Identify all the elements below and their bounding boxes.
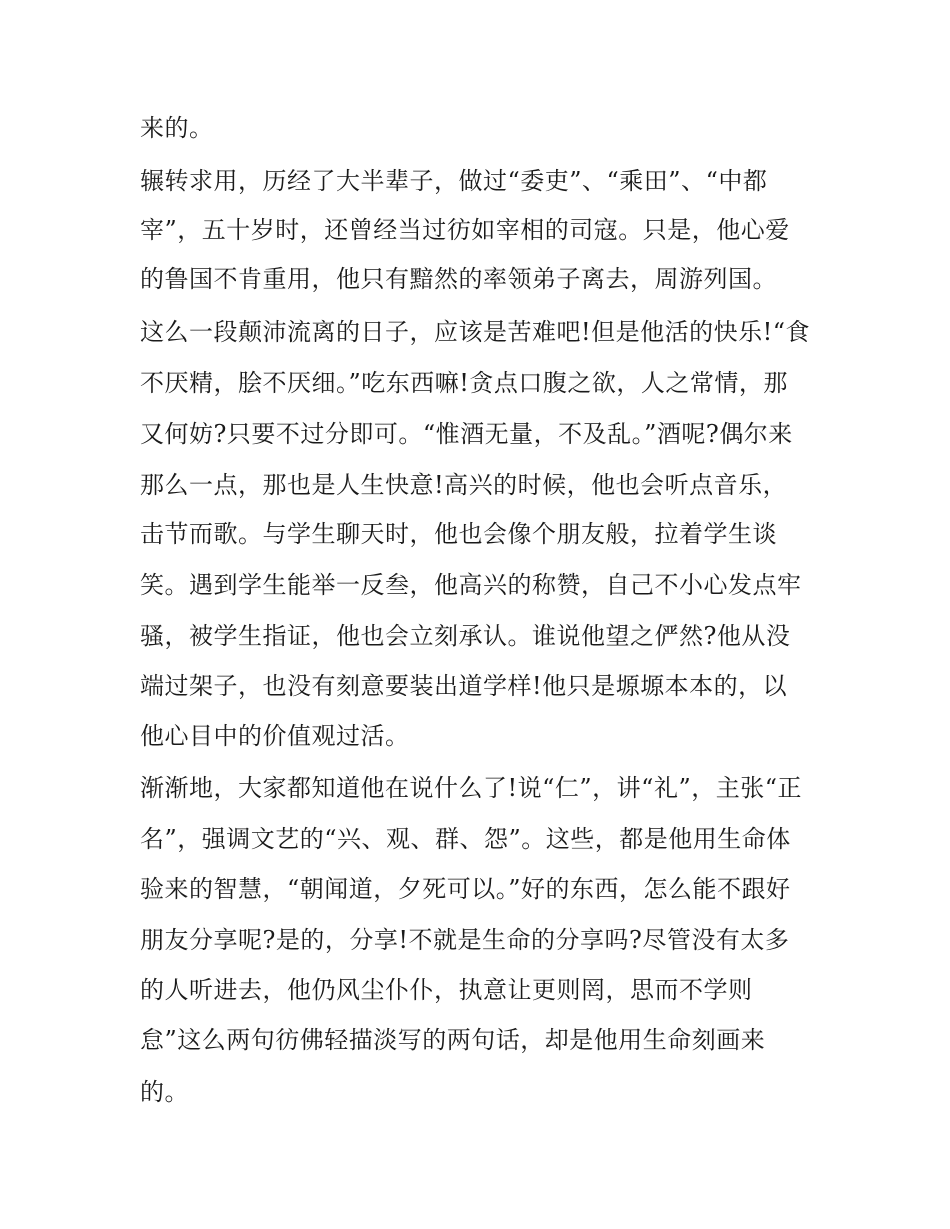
text-line-13: 他心目中的价值观过活。 [140, 722, 410, 750]
text-line-10: 笑。遇到学生能举一反叁，他高兴的称赞，自己不小心发点牢 [140, 571, 802, 599]
text-line-7: 又何妨?只要不过分即可。“惟酒无量，不及乱。”酒呢?偶尔来 [140, 420, 793, 448]
text-line-9: 击节而歌。与学生聊天时，他也会像个朋友般，拉着学生谈 [140, 520, 777, 548]
text-line-15: 名”，强调文艺的“兴、观、群、怨”。这些，都是他用生命体 [140, 825, 791, 853]
text-line-6: 不厌精，脍不厌细。”吃东西嘛!贪点口腹之欲，人之常情，那 [140, 369, 788, 397]
text-line-1: 来的。 [140, 114, 214, 142]
text-line-20: 的。 [140, 1078, 189, 1106]
text-line-12: 端过架子，也没有刻意要装出道学样!他只是塬塬本本的，以 [140, 672, 788, 700]
text-line-19: 怠”这么两句彷佛轻描淡写的两句话，却是他用生命刻画来 [140, 1026, 766, 1054]
text-line-2: 辗转求用，历经了大半辈子，做过“委吏”、“乘田”、“中都 [140, 167, 768, 195]
text-line-11: 骚，被学生指证，他也会立刻承认。谁说他望之俨然?他从没 [140, 622, 791, 650]
text-line-16: 验来的智慧，“朝闻道，夕死可以。”好的东西，怎么能不跟好 [140, 875, 791, 903]
text-line-5: 这么一段颠沛流离的日子，应该是苦难吧!但是他活的快乐!“食 [140, 318, 811, 346]
text-line-3: 宰”，五十岁时，还曾经当过彷如宰相的司寇。只是，他心爱 [140, 216, 790, 244]
text-line-4: 的鲁国不肯重用，他只有黯然的率领弟子离去，周游列国。 [140, 265, 777, 293]
text-line-14: 渐渐地，大家都知道他在说什么了!说“仁”，讲“礼”，主张“正 [140, 774, 802, 802]
text-line-8: 那么一点，那也是人生快意!高兴的时候，他也会听点音乐， [140, 471, 788, 499]
text-line-18: 的人听进去，他仍风尘仆仆，执意让更则罔，思而不学则 [140, 976, 753, 1004]
text-line-17: 朋友分享呢?是的，分享!不就是生命的分享吗?尽管没有太多 [140, 926, 790, 954]
